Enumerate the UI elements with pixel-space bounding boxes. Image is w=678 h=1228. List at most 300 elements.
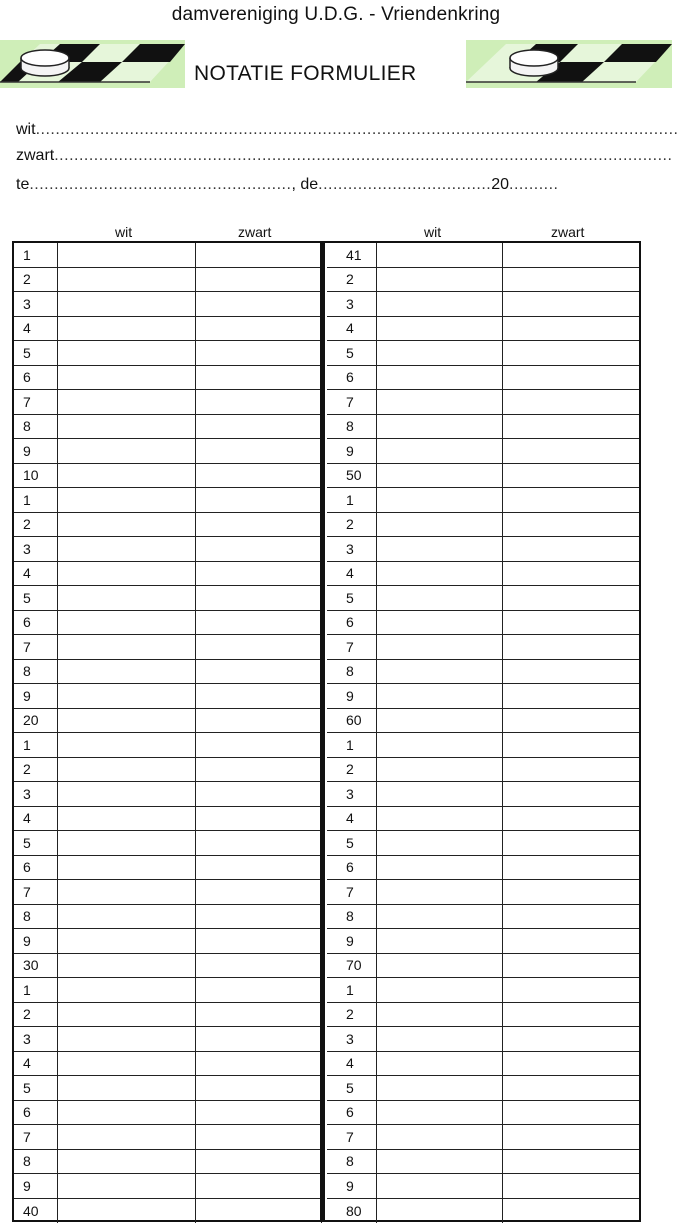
move-cell-zwart[interactable] bbox=[503, 243, 639, 267]
move-cell-zwart[interactable] bbox=[503, 856, 639, 880]
move-cell-wit[interactable] bbox=[58, 1199, 196, 1224]
move-cell-wit[interactable] bbox=[58, 1150, 196, 1174]
move-number-cell bbox=[327, 709, 377, 733]
move-cell-wit[interactable] bbox=[377, 488, 503, 512]
move-cell-zwart[interactable] bbox=[196, 929, 322, 953]
move-row-left bbox=[14, 856, 322, 881]
club-name: damvereniging U.D.G. - Vriendenkring bbox=[171, 4, 501, 25]
move-cell-wit[interactable] bbox=[58, 782, 196, 806]
move-cell-wit[interactable] bbox=[58, 586, 196, 610]
move-number-cell bbox=[14, 341, 58, 365]
move-number: 5 bbox=[346, 344, 354, 361]
move-cell-wit[interactable] bbox=[377, 905, 503, 929]
move-row-left bbox=[14, 1076, 322, 1101]
move-number-cell bbox=[14, 782, 58, 806]
move-cell-wit[interactable] bbox=[377, 709, 503, 733]
move-number: 10 bbox=[23, 467, 39, 484]
move-cell-zwart[interactable] bbox=[196, 635, 322, 659]
move-cell-wit[interactable] bbox=[377, 1003, 503, 1027]
move-cell-wit[interactable] bbox=[58, 415, 196, 439]
move-row-right bbox=[327, 611, 639, 636]
move-row-right bbox=[327, 831, 639, 856]
move-cell-zwart[interactable] bbox=[503, 317, 639, 341]
move-cell-wit[interactable] bbox=[377, 684, 503, 708]
move-cell-wit[interactable] bbox=[377, 1150, 503, 1174]
move-cell-zwart[interactable] bbox=[196, 1150, 322, 1174]
move-cell-zwart[interactable] bbox=[503, 733, 639, 757]
move-number-cell bbox=[14, 660, 58, 684]
move-row-left bbox=[14, 758, 322, 783]
move-cell-zwart[interactable] bbox=[196, 880, 322, 904]
move-cell-zwart[interactable] bbox=[503, 782, 639, 806]
move-cell-zwart[interactable] bbox=[196, 807, 322, 831]
move-row-right bbox=[327, 488, 639, 513]
move-row-left bbox=[14, 537, 322, 562]
move-cell-zwart[interactable] bbox=[503, 562, 639, 586]
move-row-right bbox=[327, 733, 639, 758]
move-number: 7 bbox=[346, 883, 354, 900]
move-number: 2 bbox=[346, 1006, 354, 1023]
move-number: 4 bbox=[346, 810, 354, 827]
move-cell-wit[interactable] bbox=[58, 635, 196, 659]
move-cell-wit[interactable] bbox=[58, 390, 196, 414]
move-number-cell bbox=[327, 488, 377, 512]
move-cell-wit[interactable] bbox=[377, 562, 503, 586]
move-cell-zwart[interactable] bbox=[196, 831, 322, 855]
move-row-left bbox=[14, 341, 322, 366]
move-cell-wit[interactable] bbox=[377, 537, 503, 561]
move-row-left bbox=[14, 415, 322, 440]
move-cell-wit[interactable] bbox=[58, 341, 196, 365]
move-cell-zwart[interactable] bbox=[503, 611, 639, 635]
move-number-cell bbox=[14, 1125, 58, 1149]
move-row-right bbox=[327, 586, 639, 611]
move-cell-zwart[interactable] bbox=[196, 243, 322, 267]
move-cell-wit[interactable] bbox=[58, 954, 196, 978]
move-cell-wit[interactable] bbox=[377, 978, 503, 1002]
move-number-cell bbox=[14, 390, 58, 414]
move-cell-zwart[interactable] bbox=[503, 1174, 639, 1198]
move-number-cell bbox=[327, 268, 377, 292]
move-cell-wit[interactable] bbox=[377, 611, 503, 635]
move-cell-wit[interactable] bbox=[377, 243, 503, 267]
move-row-left bbox=[14, 513, 322, 538]
move-cell-zwart[interactable] bbox=[196, 758, 322, 782]
move-cell-wit[interactable] bbox=[58, 1003, 196, 1027]
move-cell-wit[interactable] bbox=[58, 488, 196, 512]
move-number-cell bbox=[14, 268, 58, 292]
move-cell-wit[interactable] bbox=[377, 464, 503, 488]
move-cell-wit[interactable] bbox=[58, 856, 196, 880]
move-cell-wit[interactable] bbox=[58, 292, 196, 316]
move-row-right bbox=[327, 341, 639, 366]
move-cell-zwart[interactable] bbox=[503, 390, 639, 414]
move-number: 60 bbox=[346, 712, 362, 729]
move-cell-zwart[interactable] bbox=[196, 978, 322, 1002]
move-number: 1 bbox=[346, 491, 354, 508]
move-number: 3 bbox=[346, 785, 354, 802]
move-number: 6 bbox=[346, 1104, 354, 1121]
move-cell-wit[interactable] bbox=[377, 1174, 503, 1198]
move-row-right bbox=[327, 292, 639, 317]
move-cell-zwart[interactable] bbox=[196, 782, 322, 806]
move-cell-zwart[interactable] bbox=[196, 390, 322, 414]
move-cell-zwart[interactable] bbox=[503, 758, 639, 782]
move-cell-zwart[interactable] bbox=[503, 635, 639, 659]
move-cell-zwart[interactable] bbox=[196, 709, 322, 733]
move-cell-wit[interactable] bbox=[377, 1125, 503, 1149]
move-cell-wit[interactable] bbox=[58, 317, 196, 341]
move-cell-zwart[interactable] bbox=[503, 439, 639, 463]
move-cell-zwart[interactable] bbox=[503, 954, 639, 978]
move-number-cell bbox=[327, 611, 377, 635]
move-cell-zwart[interactable] bbox=[503, 660, 639, 684]
move-number: 9 bbox=[346, 442, 354, 459]
move-cell-zwart[interactable] bbox=[503, 586, 639, 610]
field-place-date[interactable] bbox=[16, 175, 608, 195]
move-cell-zwart[interactable] bbox=[196, 439, 322, 463]
move-cell-wit[interactable] bbox=[377, 268, 503, 292]
move-cell-zwart[interactable] bbox=[196, 586, 322, 610]
move-cell-zwart[interactable] bbox=[503, 880, 639, 904]
move-cell-wit[interactable] bbox=[58, 660, 196, 684]
field-zwart-label: zwart bbox=[16, 147, 55, 164]
move-number: 20 bbox=[23, 712, 39, 729]
field-wit[interactable] bbox=[16, 120, 678, 140]
move-cell-zwart[interactable] bbox=[503, 366, 639, 390]
move-number: 3 bbox=[23, 540, 31, 557]
move-number: 1 bbox=[23, 246, 31, 263]
move-cell-wit[interactable] bbox=[58, 978, 196, 1002]
move-row-left bbox=[14, 660, 322, 685]
move-number-cell bbox=[14, 978, 58, 1002]
move-cell-wit[interactable] bbox=[377, 807, 503, 831]
move-cell-wit[interactable] bbox=[58, 537, 196, 561]
move-cell-zwart[interactable] bbox=[503, 513, 639, 537]
move-number-cell bbox=[14, 880, 58, 904]
move-cell-wit[interactable] bbox=[377, 856, 503, 880]
move-number-cell bbox=[14, 537, 58, 561]
move-cell-zwart[interactable] bbox=[196, 611, 322, 635]
move-number: 2 bbox=[23, 761, 31, 778]
move-row-right bbox=[327, 1150, 639, 1175]
move-row-left bbox=[14, 905, 322, 930]
move-cell-zwart[interactable] bbox=[196, 684, 322, 708]
move-row-left bbox=[14, 1027, 322, 1052]
field-de-label: , de bbox=[291, 176, 319, 193]
move-cell-wit[interactable] bbox=[377, 439, 503, 463]
move-cell-wit[interactable] bbox=[377, 586, 503, 610]
move-row-right bbox=[327, 635, 639, 660]
move-cell-wit[interactable] bbox=[377, 1052, 503, 1076]
move-cell-zwart[interactable] bbox=[196, 488, 322, 512]
move-cell-zwart[interactable] bbox=[503, 341, 639, 365]
move-cell-zwart[interactable] bbox=[503, 1125, 639, 1149]
field-zwart[interactable] bbox=[16, 146, 673, 166]
move-number-cell bbox=[327, 831, 377, 855]
move-cell-zwart[interactable] bbox=[196, 1027, 322, 1051]
move-row-right bbox=[327, 390, 639, 415]
move-cell-zwart[interactable] bbox=[503, 807, 639, 831]
move-number: 5 bbox=[346, 589, 354, 606]
field-wit-dots: .................................................................................................................................. bbox=[35, 121, 678, 138]
move-cell-wit[interactable] bbox=[377, 513, 503, 537]
move-number: 7 bbox=[23, 393, 31, 410]
move-number: 2 bbox=[23, 1006, 31, 1023]
move-cell-wit[interactable] bbox=[58, 513, 196, 537]
move-row-right bbox=[327, 905, 639, 930]
move-row-right bbox=[327, 782, 639, 807]
move-number-cell bbox=[14, 1101, 58, 1125]
move-row-right bbox=[327, 464, 639, 489]
move-cell-zwart[interactable] bbox=[503, 415, 639, 439]
move-number-cell bbox=[327, 1199, 377, 1224]
move-cell-zwart[interactable] bbox=[196, 1052, 322, 1076]
move-cell-wit[interactable] bbox=[377, 317, 503, 341]
move-number-cell bbox=[14, 1150, 58, 1174]
move-cell-wit[interactable] bbox=[377, 1076, 503, 1100]
move-cell-zwart[interactable] bbox=[503, 831, 639, 855]
field-year-label: 20 bbox=[491, 176, 510, 193]
move-cell-zwart[interactable] bbox=[196, 1199, 322, 1224]
move-cell-zwart[interactable] bbox=[503, 1150, 639, 1174]
move-number-cell bbox=[327, 635, 377, 659]
move-cell-zwart[interactable] bbox=[503, 684, 639, 708]
move-cell-wit[interactable] bbox=[58, 807, 196, 831]
move-cell-wit[interactable] bbox=[58, 1125, 196, 1149]
move-cell-zwart[interactable] bbox=[196, 341, 322, 365]
move-row-left bbox=[14, 464, 322, 489]
move-cell-zwart[interactable] bbox=[196, 1101, 322, 1125]
move-number-cell bbox=[14, 905, 58, 929]
field-te-label: te bbox=[16, 176, 30, 193]
move-cell-zwart[interactable] bbox=[196, 366, 322, 390]
move-row-left bbox=[14, 366, 322, 391]
move-number: 6 bbox=[346, 614, 354, 631]
move-number: 9 bbox=[346, 687, 354, 704]
move-cell-zwart[interactable] bbox=[503, 1199, 639, 1224]
move-cell-zwart[interactable] bbox=[196, 1125, 322, 1149]
move-row-right bbox=[327, 1027, 639, 1052]
move-row-right bbox=[327, 709, 639, 734]
move-row-left bbox=[14, 929, 322, 954]
move-cell-wit[interactable] bbox=[58, 611, 196, 635]
column-header-wit-left: wit bbox=[115, 224, 133, 240]
move-cell-zwart[interactable] bbox=[503, 905, 639, 929]
move-number: 5 bbox=[23, 1079, 31, 1096]
move-number-cell bbox=[14, 611, 58, 635]
move-cell-wit[interactable] bbox=[58, 1052, 196, 1076]
move-number: 8 bbox=[23, 908, 31, 925]
move-row-left bbox=[14, 586, 322, 611]
move-cell-wit[interactable] bbox=[58, 562, 196, 586]
move-cell-zwart[interactable] bbox=[503, 1027, 639, 1051]
move-row-left bbox=[14, 709, 322, 734]
move-cell-wit[interactable] bbox=[58, 880, 196, 904]
move-number-cell bbox=[14, 1052, 58, 1076]
move-number: 6 bbox=[346, 369, 354, 386]
move-cell-wit[interactable] bbox=[58, 929, 196, 953]
move-number: 3 bbox=[23, 295, 31, 312]
move-cell-wit[interactable] bbox=[377, 1027, 503, 1051]
move-number-cell bbox=[14, 831, 58, 855]
move-number: 2 bbox=[23, 271, 31, 288]
move-cell-zwart[interactable] bbox=[503, 292, 639, 316]
move-row-left bbox=[14, 1174, 322, 1199]
move-number-cell bbox=[327, 415, 377, 439]
move-number-cell bbox=[14, 758, 58, 782]
move-cell-wit[interactable] bbox=[377, 831, 503, 855]
move-cell-zwart[interactable] bbox=[503, 1076, 639, 1100]
move-row-left bbox=[14, 733, 322, 758]
move-cell-wit[interactable] bbox=[377, 954, 503, 978]
move-cell-wit[interactable] bbox=[58, 905, 196, 929]
move-cell-zwart[interactable] bbox=[503, 268, 639, 292]
move-number: 7 bbox=[346, 638, 354, 655]
move-number: 1 bbox=[23, 491, 31, 508]
move-row-left bbox=[14, 1052, 322, 1077]
field-wit-label: wit bbox=[16, 121, 36, 138]
move-cell-zwart[interactable] bbox=[503, 929, 639, 953]
move-number: 40 bbox=[23, 1202, 39, 1219]
move-cell-zwart[interactable] bbox=[196, 856, 322, 880]
move-cell-wit[interactable] bbox=[377, 880, 503, 904]
move-number: 7 bbox=[346, 393, 354, 410]
move-cell-zwart[interactable] bbox=[503, 978, 639, 1002]
move-row-left bbox=[14, 1199, 322, 1224]
move-number-cell bbox=[327, 758, 377, 782]
move-cell-zwart[interactable] bbox=[503, 709, 639, 733]
move-cell-wit[interactable] bbox=[58, 1076, 196, 1100]
move-cell-wit[interactable] bbox=[58, 1174, 196, 1198]
move-cell-wit[interactable] bbox=[58, 464, 196, 488]
move-cell-wit[interactable] bbox=[58, 684, 196, 708]
move-cell-wit[interactable] bbox=[377, 415, 503, 439]
move-row-left bbox=[14, 782, 322, 807]
move-number: 9 bbox=[23, 687, 31, 704]
move-number: 9 bbox=[23, 1177, 31, 1194]
move-cell-wit[interactable] bbox=[58, 1101, 196, 1125]
move-cell-wit[interactable] bbox=[58, 1027, 196, 1051]
move-cell-zwart[interactable] bbox=[196, 905, 322, 929]
move-row-right bbox=[327, 317, 639, 342]
move-cell-wit[interactable] bbox=[377, 1199, 503, 1224]
move-cell-zwart[interactable] bbox=[196, 660, 322, 684]
move-cell-zwart[interactable] bbox=[196, 415, 322, 439]
move-row-left bbox=[14, 1150, 322, 1175]
move-cell-zwart[interactable] bbox=[196, 464, 322, 488]
move-cell-zwart[interactable] bbox=[196, 292, 322, 316]
move-cell-zwart[interactable] bbox=[503, 1101, 639, 1125]
move-number: 5 bbox=[23, 344, 31, 361]
move-cell-wit[interactable] bbox=[58, 733, 196, 757]
field-zwart-dots: ............................................................................................................................. bbox=[54, 147, 673, 164]
move-cell-zwart[interactable] bbox=[196, 317, 322, 341]
move-number: 1 bbox=[346, 981, 354, 998]
move-cell-zwart[interactable] bbox=[196, 562, 322, 586]
move-number-cell bbox=[14, 856, 58, 880]
move-number: 8 bbox=[346, 663, 354, 680]
move-cell-zwart[interactable] bbox=[503, 1003, 639, 1027]
move-cell-zwart[interactable] bbox=[503, 464, 639, 488]
move-cell-zwart[interactable] bbox=[196, 1174, 322, 1198]
move-cell-wit[interactable] bbox=[377, 758, 503, 782]
move-number: 1 bbox=[23, 981, 31, 998]
move-cell-wit[interactable] bbox=[377, 1101, 503, 1125]
move-number-cell bbox=[327, 1027, 377, 1051]
move-cell-wit[interactable] bbox=[58, 243, 196, 267]
move-cell-wit[interactable] bbox=[58, 831, 196, 855]
move-cell-wit[interactable] bbox=[58, 268, 196, 292]
move-number-cell bbox=[14, 635, 58, 659]
move-cell-wit[interactable] bbox=[377, 366, 503, 390]
move-cell-wit[interactable] bbox=[377, 390, 503, 414]
move-number-cell bbox=[327, 856, 377, 880]
move-cell-zwart[interactable] bbox=[196, 733, 322, 757]
move-number-cell bbox=[327, 1150, 377, 1174]
move-number-cell bbox=[327, 1052, 377, 1076]
move-number-cell bbox=[327, 929, 377, 953]
move-cell-zwart[interactable] bbox=[503, 488, 639, 512]
checkerboard-piece-icon-right bbox=[466, 40, 672, 88]
move-cell-wit[interactable] bbox=[58, 439, 196, 463]
move-number: 70 bbox=[346, 957, 362, 974]
move-row-left bbox=[14, 807, 322, 832]
move-row-right bbox=[327, 758, 639, 783]
move-cell-wit[interactable] bbox=[377, 929, 503, 953]
move-cell-wit[interactable] bbox=[377, 782, 503, 806]
move-cell-zwart[interactable] bbox=[196, 1003, 322, 1027]
move-row-right bbox=[327, 660, 639, 685]
move-row-left bbox=[14, 268, 322, 293]
move-number: 4 bbox=[23, 320, 31, 337]
move-number-cell bbox=[14, 709, 58, 733]
move-number: 8 bbox=[23, 1153, 31, 1170]
move-row-left bbox=[14, 317, 322, 342]
move-number: 6 bbox=[23, 614, 31, 631]
move-cell-wit[interactable] bbox=[377, 733, 503, 757]
move-number-cell bbox=[14, 317, 58, 341]
move-cell-wit[interactable] bbox=[377, 292, 503, 316]
move-number: 2 bbox=[346, 271, 354, 288]
move-cell-zwart[interactable] bbox=[196, 268, 322, 292]
move-cell-wit[interactable] bbox=[377, 341, 503, 365]
move-row-right bbox=[327, 978, 639, 1003]
move-cell-wit[interactable] bbox=[58, 709, 196, 733]
move-cell-wit[interactable] bbox=[58, 366, 196, 390]
move-number: 80 bbox=[346, 1202, 362, 1219]
move-number: 4 bbox=[23, 1055, 31, 1072]
move-number-cell bbox=[14, 1003, 58, 1027]
move-number-cell bbox=[14, 464, 58, 488]
move-number: 2 bbox=[346, 516, 354, 533]
move-cell-zwart[interactable] bbox=[196, 537, 322, 561]
move-cell-wit[interactable] bbox=[377, 635, 503, 659]
field-de-dots: ................................... bbox=[318, 176, 492, 193]
move-cell-zwart[interactable] bbox=[196, 1076, 322, 1100]
move-row-right bbox=[327, 268, 639, 293]
move-cell-zwart[interactable] bbox=[196, 954, 322, 978]
move-number: 1 bbox=[23, 736, 31, 753]
move-cell-zwart[interactable] bbox=[503, 537, 639, 561]
move-cell-zwart[interactable] bbox=[503, 1052, 639, 1076]
move-number: 50 bbox=[346, 467, 362, 484]
move-cell-wit[interactable] bbox=[377, 660, 503, 684]
move-row-left bbox=[14, 611, 322, 636]
move-row-left bbox=[14, 635, 322, 660]
move-cell-zwart[interactable] bbox=[196, 513, 322, 537]
move-cell-wit[interactable] bbox=[58, 758, 196, 782]
